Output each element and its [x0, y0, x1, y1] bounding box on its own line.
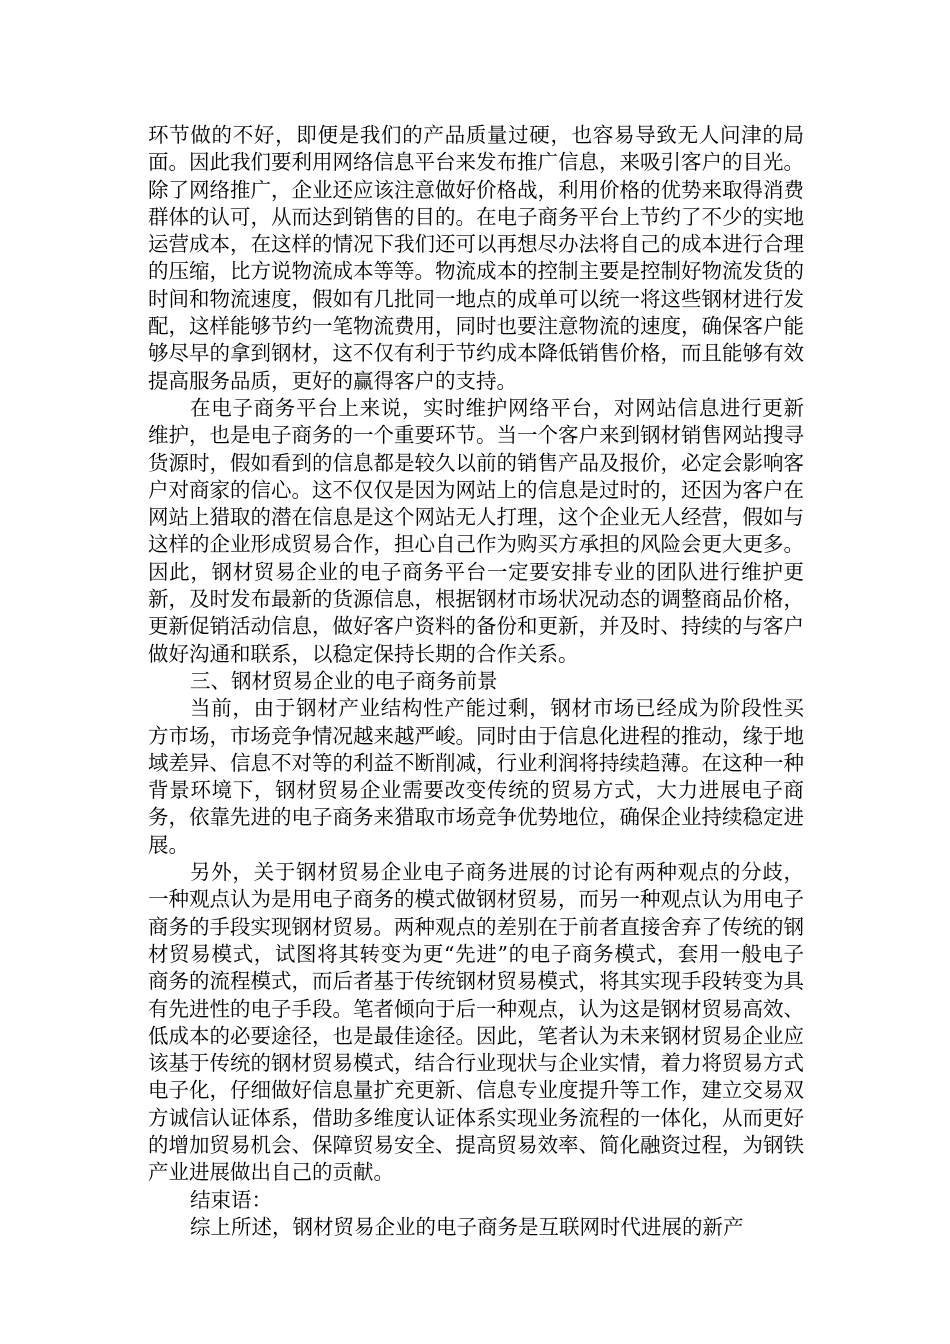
- paragraph-platform-maintenance: 在电子商务平台上来说，实时维护网络平台，对网站信息进行更新维护，也是电子商务的一个重要环节。当一个客户来到钢材销售网站搜寻货源时，假如看到的信息都是较久以前的销售产品及报价，必定会影响客户对商家的信心。这不仅仅是因为网站上的信息是过时的，还因为客户在网站上猎取的潜在信息是这个网站无人打理，这个企业无人经营，假如与这样的企业形成贸易合作，担心自己作为购买方承担的风险会更大更多。因此，钢材贸易企业的电子商务平台一定要安排专业的团队进行维护更新，及时发布最新的货源信息，根据钢材市场状况动态的调整商品价格，更新促销活动信息，做好客户资料的备份和更新，并及时、持续的与客户做好沟通和联系，以稳定保持长期的合作关系。: [148, 395, 804, 666]
- paragraph-conclusion: 综上所述，钢材贸易企业的电子商务是互联网时代进展的新产: [190, 1214, 744, 1239]
- paragraph-market-situation: 当前，由于钢材产业结构性产能过剩，钢材市场已经成为阶段性买方市场，市场竞争情况越来越严峻。同时由于信息化进程的推动，缘于地域差异、信息不对等的利益不断削减，行业利润将持续趋薄。在这种一种背景环境下，钢材贸易企业需要改变传统的贸易方式，大力进展电子商务，依靠先进的电子商务来猎取市场竞争优势地位，确保企业持续稳定进展。: [148, 696, 804, 857]
- paragraph-logistics-cost: 环节做的不好，即便是我们的产品质量过硬，也容易导致无人问津的局面。因此我们要利用网络信息平台来发布推广信息，来吸引客户的目光。除了网络推广，企业还应该注意做好价格战，利用价格的优势来取得消费群体的认可，从而达到销售的目的。在电子商务平台上节约了不少的实地运营成本，在这样的情况下我们还可以再想尽办法将自己的成本进行合理的压缩，比方说物流成本等等。物流成本的控制主要是控制好物流发货的时间和物流速度，假如有几批同一地点的成单可以统一将这些钢材进行发配，这样能够节约一笔物流费用，同时也要注意物流的速度，确保客户能够尽早的拿到钢材，这不仅有利于节约成本降低销售价格，而且能够有效提高服务品质，更好的赢得客户的支持。: [148, 123, 804, 393]
- document-body: [148, 122, 804, 1241]
- conclusion-heading: 结束语：: [190, 1187, 273, 1212]
- paragraph-two-viewpoints: 另外，关于钢材贸易企业电子商务进展的讨论有两种观点的分歧，一种观点认为是用电子商务的模式做钢材贸易，而另一种观点认为用电子商务的手段实现钢材贸易。两种观点的差别在于前者直接舍弃了传统的钢材贸易模式，试图将其转变为更“先进”的电子商务模式，套用一般电子商务的流程模式，而后者基于传统钢材贸易模式，将其实现手段转变为具有先进性的电子手段。笔者倾向于后一种观点，认为这是钢材贸易高效、低成本的必要途径，也是最佳途径。因此，笔者认为未来钢材贸易企业应该基于传统的钢材贸易模式，结合行业现状与企业实情，着力将贸易方式电子化，仔细做好信息量扩充更新、信息专业度提升等工作，建立交易双方诚信认证体系，借助多维度认证体系实现业务流程的一体化，从而更好的增加贸易机会、保障贸易安全、提高贸易效率、简化融资过程，为钢铁产业进展做出自己的贡献。: [148, 860, 804, 1185]
- section-heading-prospects: 三、钢材贸易企业的电子商务前景: [190, 668, 498, 693]
